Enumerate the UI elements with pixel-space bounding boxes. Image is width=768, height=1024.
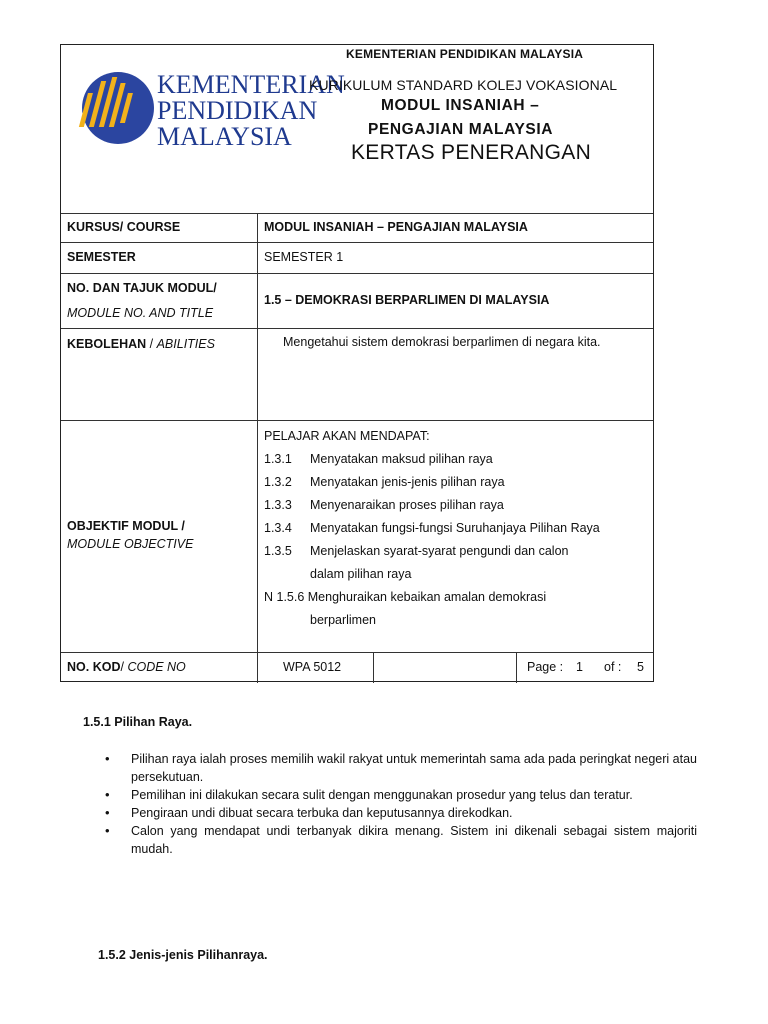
page-total: 5 xyxy=(637,660,644,674)
logo-line2: PENDIDIKAN xyxy=(157,96,318,125)
abilities-label xyxy=(67,337,215,351)
objective-item: 1.3.1 Menyatakan maksud pilihan raya xyxy=(264,452,493,466)
code-label-sep: / xyxy=(120,660,128,674)
objective-item: 1.3.3 Menyenaraikan proses pilihan raya xyxy=(264,498,504,512)
code-value: WPA 5012 xyxy=(283,660,342,674)
module-row xyxy=(61,274,653,329)
section-1-title: 1.5.1 Pilihan Raya. xyxy=(83,715,193,729)
abilities-label-sep: / xyxy=(146,337,157,351)
ministry-logo xyxy=(81,63,345,153)
module-value: 1.5 – DEMOKRASI BERPARLIMEN DI MALAYSIA xyxy=(264,293,550,307)
of-label: of : xyxy=(604,660,622,674)
abilities-label-en: ABILITIES xyxy=(156,337,215,351)
module-title-line2: PENGAJIAN MALAYSIA xyxy=(368,121,554,138)
section-2-title: 1.5.2 Jenis-jenis Pilihanraya. xyxy=(98,948,268,962)
objective-label: OBJEKTIF MODUL / xyxy=(67,519,185,533)
abilities-value: Mengetahui sistem demokrasi berparlimen di negara kita. xyxy=(283,335,601,349)
course-label: KURSUS/ COURSE xyxy=(67,220,181,234)
objective-item-cont: dalam pilihan raya xyxy=(310,567,412,581)
page-number: 1 xyxy=(576,660,583,674)
module-title-line1: MODUL INSANIAH – xyxy=(381,97,540,114)
objective-item-6-cont: berparlimen xyxy=(310,613,377,627)
module-label: NO. DAN TAJUK MODUL/ xyxy=(67,281,217,295)
objective-item: 1.3.4 Menyatakan fungsi-fungsi Suruhanjaya Pilihan Raya xyxy=(264,521,600,535)
bullet-item: • Pemilihan ini dilakukan secara sulit dengan menggunakan prosedur yang telus dan teratur. xyxy=(105,786,697,804)
objective-item: 1.3.5 Menjelaskan syarat-syarat pengundi dan calon xyxy=(264,544,569,558)
module-label-en: MODULE NO. AND TITLE xyxy=(67,306,214,320)
objective-item-6: N 1.5.6 Menghuraikan kebaikan amalan demokrasi xyxy=(264,590,547,604)
abilities-row xyxy=(61,329,653,421)
objective-label-en: MODULE OBJECTIVE xyxy=(67,537,194,551)
code-divider-2 xyxy=(516,653,517,683)
bullet-item: • Pilihan raya ialah proses memilih wakil rakyat untuk memerintah sama ada pada peringkat negeri atau persekutuan. xyxy=(105,750,697,786)
course-value: MODUL INSANIAH – PENGAJIAN MALAYSIA xyxy=(264,220,528,234)
code-row xyxy=(61,653,653,683)
bullet-item: • Calon yang mendapat undi terbanyak dikira menang. Sistem ini dikenali sebagai sistem majoriti mudah. xyxy=(105,822,697,858)
abilities-label-bold: KEBOLEHAN xyxy=(67,337,147,351)
code-divider-1 xyxy=(373,653,374,683)
logo-line1: KEMENTERIAN xyxy=(157,70,345,99)
objective-row xyxy=(61,421,653,653)
bullet-item: • Pengiraan undi dibuat secara terbuka dan keputusannya direkodkan. xyxy=(105,804,697,822)
semester-row xyxy=(61,243,653,274)
module-info-table xyxy=(60,44,654,682)
section-1-bullets xyxy=(105,750,697,858)
semester-value: SEMESTER 1 xyxy=(264,250,344,264)
page-label: Page : xyxy=(527,660,564,674)
course-row xyxy=(61,213,653,243)
code-label xyxy=(67,660,186,674)
curriculum-name: KURIKULUM STANDARD KOLEJ VOKASIONAL xyxy=(309,77,618,93)
logo-line3: MALAYSIA xyxy=(157,122,292,151)
code-label-en: CODE NO xyxy=(127,660,186,674)
header-block xyxy=(61,45,653,214)
ministry-name: KEMENTERIAN PENDIDIKAN MALAYSIA xyxy=(346,47,584,61)
code-label-bold: NO. KOD xyxy=(67,660,121,674)
document-type: KERTAS PENERANGAN xyxy=(351,141,592,164)
semester-label: SEMESTER xyxy=(67,250,136,264)
objective-intro: PELAJAR AKAN MENDAPAT: xyxy=(264,429,430,443)
objective-list xyxy=(264,425,600,632)
objective-item: 1.3.2 Menyatakan jenis-jenis pilihan raya xyxy=(264,475,505,489)
